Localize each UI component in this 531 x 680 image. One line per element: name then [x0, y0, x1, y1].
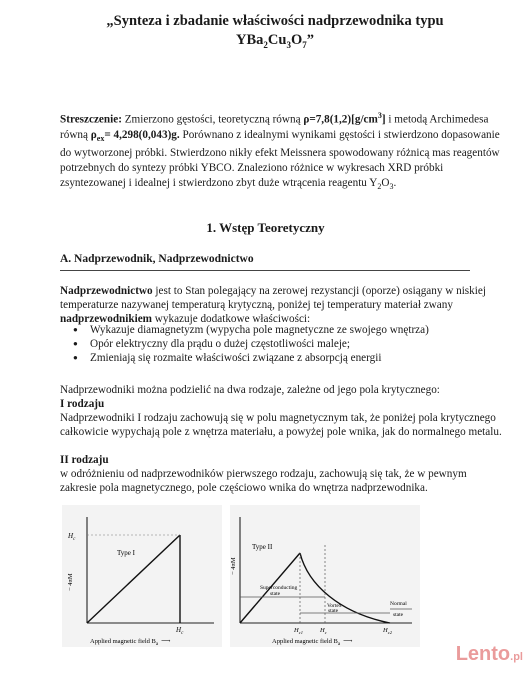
formula-subscript: 2 — [377, 182, 382, 192]
intro-text: wykazuje dodatkowe właściwości: — [152, 313, 311, 326]
hc-mark: $H_c$ — [320, 627, 327, 635]
density-theoretical: ρ=7,8(1,2)[g/cm — [303, 113, 378, 126]
normal-label-2: state — [393, 612, 404, 618]
lento-watermark — [456, 643, 523, 666]
x-axis-label: Applied magnetic field $B_a$ ⟶ — [272, 638, 353, 647]
intro-paragraph — [60, 284, 505, 327]
type1-heading: I rodzaju — [60, 398, 105, 410]
abstract-end: . — [393, 176, 397, 189]
abstract-label: Streszczenie: — [60, 113, 122, 126]
list-item: ● Wykazuje diamagnetyzm (wypycha pole magnetyczne ze swojego wnętrza) — [60, 323, 429, 337]
formula-part: ” — [306, 32, 314, 48]
formula-subscript: 3 — [389, 182, 394, 192]
formula-part: O — [381, 176, 390, 189]
vortex-label: Vortex — [327, 603, 342, 609]
vortex-label-2: state — [328, 608, 339, 614]
type1-text: Nadprzewodniki I rodzaju zachowują się w polu magnetycznym tak, że poniżej pola krytycznego całkowicie wypychają pole z wnętrza materiału, a powyżej pole wnika, jak do normalnego metalu. — [60, 412, 502, 439]
plot-background — [62, 505, 222, 647]
type2-heading: II rodzaju — [60, 454, 109, 466]
type-label: Type II — [252, 543, 273, 551]
formula-subscript: 3 — [286, 39, 291, 50]
watermark-suffix: .pl — [510, 651, 523, 663]
formula-part: YBa — [236, 32, 264, 48]
density-unit-close: ] — [381, 113, 386, 126]
abstract-paragraph — [60, 108, 505, 194]
subsection-heading-a: A. Nadprzewodnik, Nadprzewodnictwo — [60, 253, 254, 265]
type2-magnetization-plot — [230, 505, 420, 647]
abstract-text: Porównano z idealnymi wynikami gęstości i stwierdzono dopasowanie do wytworzonej próbki. Stwierdzono nikły efekt Meissnera spowodowany różnicą mas reagentów potrzebnych do syntezy próbki YBCO. Znaleziono różnice w wykresach XRD próbki zsyntezowanej i idealnej i stwierdzono zbyt duże wtrącenia reagentu Y — [60, 128, 500, 189]
hc2-mark: $H_{c2}$ — [383, 627, 392, 635]
term-superconductor: nadprzewodnikiem — [60, 313, 152, 326]
formula-subscript: 2 — [263, 39, 268, 50]
formula-part: Cu — [267, 32, 287, 48]
x-axis-label: Applied magnetic field $B_a$ ⟶ — [90, 638, 171, 647]
types-intro: Nadprzewodniki można podzielić na dwa rodzaje, zależne od jego pola krytycznego: — [60, 384, 440, 396]
abstract-text: Zmierzono gęstości, teoretyczną równą — [121, 113, 304, 126]
watermark-text: Lento — [455, 643, 511, 665]
density-archimedes-subscript: ex — [96, 133, 105, 143]
type2-text: w odróżnieniu od nadprzewodników pierwszego rodzaju, zachowują się tak, że w pewnym zakresie pola magnetycznego, pole częściowo wnika do wnętrza nadprzewodnika. — [60, 468, 467, 495]
abstract-text: i metodą Archimedesa równą — [60, 113, 489, 141]
y-mark: $H_c$ — [68, 532, 76, 542]
x-mark: $H_c$ — [176, 626, 184, 636]
formula-subscript: 7 — [302, 39, 307, 50]
formula-part: O — [290, 32, 303, 48]
superconducting-label-2: state — [270, 591, 281, 597]
section-heading-1: 1. Wstęp Teoretyczny — [206, 220, 325, 235]
plot-background — [230, 505, 420, 647]
list-item: ● Zmieniają się rozmaite właściwości związane z absorpcją energii — [60, 351, 429, 365]
hc1-mark: $H_{c1}$ — [294, 627, 303, 635]
title-line-2 — [40, 31, 510, 55]
density-archimedes-symbol: ρ — [90, 128, 97, 141]
document-title — [40, 12, 510, 55]
y-axis-label: − 4πM — [230, 557, 237, 575]
y-axis-label: − 4πM — [67, 573, 74, 591]
term-superconductivity: Nadprzewodnictwo — [60, 285, 153, 297]
density-unit-exponent: 3 — [377, 111, 382, 120]
superconducting-label: Superconducting — [260, 585, 298, 591]
title-line-1: „Synteza i zbadanie właściwości nadprzewodnika typu — [106, 13, 444, 29]
list-item: ● Opór elektryczny dla prądu o dużej częstotliwości maleje; — [60, 337, 429, 351]
normal-label: Normal — [390, 601, 407, 607]
subsection-divider — [60, 270, 470, 271]
type-label: Type I — [117, 549, 135, 557]
intro-text: jest to Stan polegający na zerowej rezystancji (oporze) osiągany w niskiej temperaturze nazywanej temperaturą krytyczną, poniżej tej temperatury materiał zwany — [60, 285, 486, 312]
properties-list — [60, 323, 429, 366]
density-archimedes-value: = 4,298(0,043)g. — [104, 128, 180, 141]
type1-magnetization-plot — [62, 505, 222, 647]
